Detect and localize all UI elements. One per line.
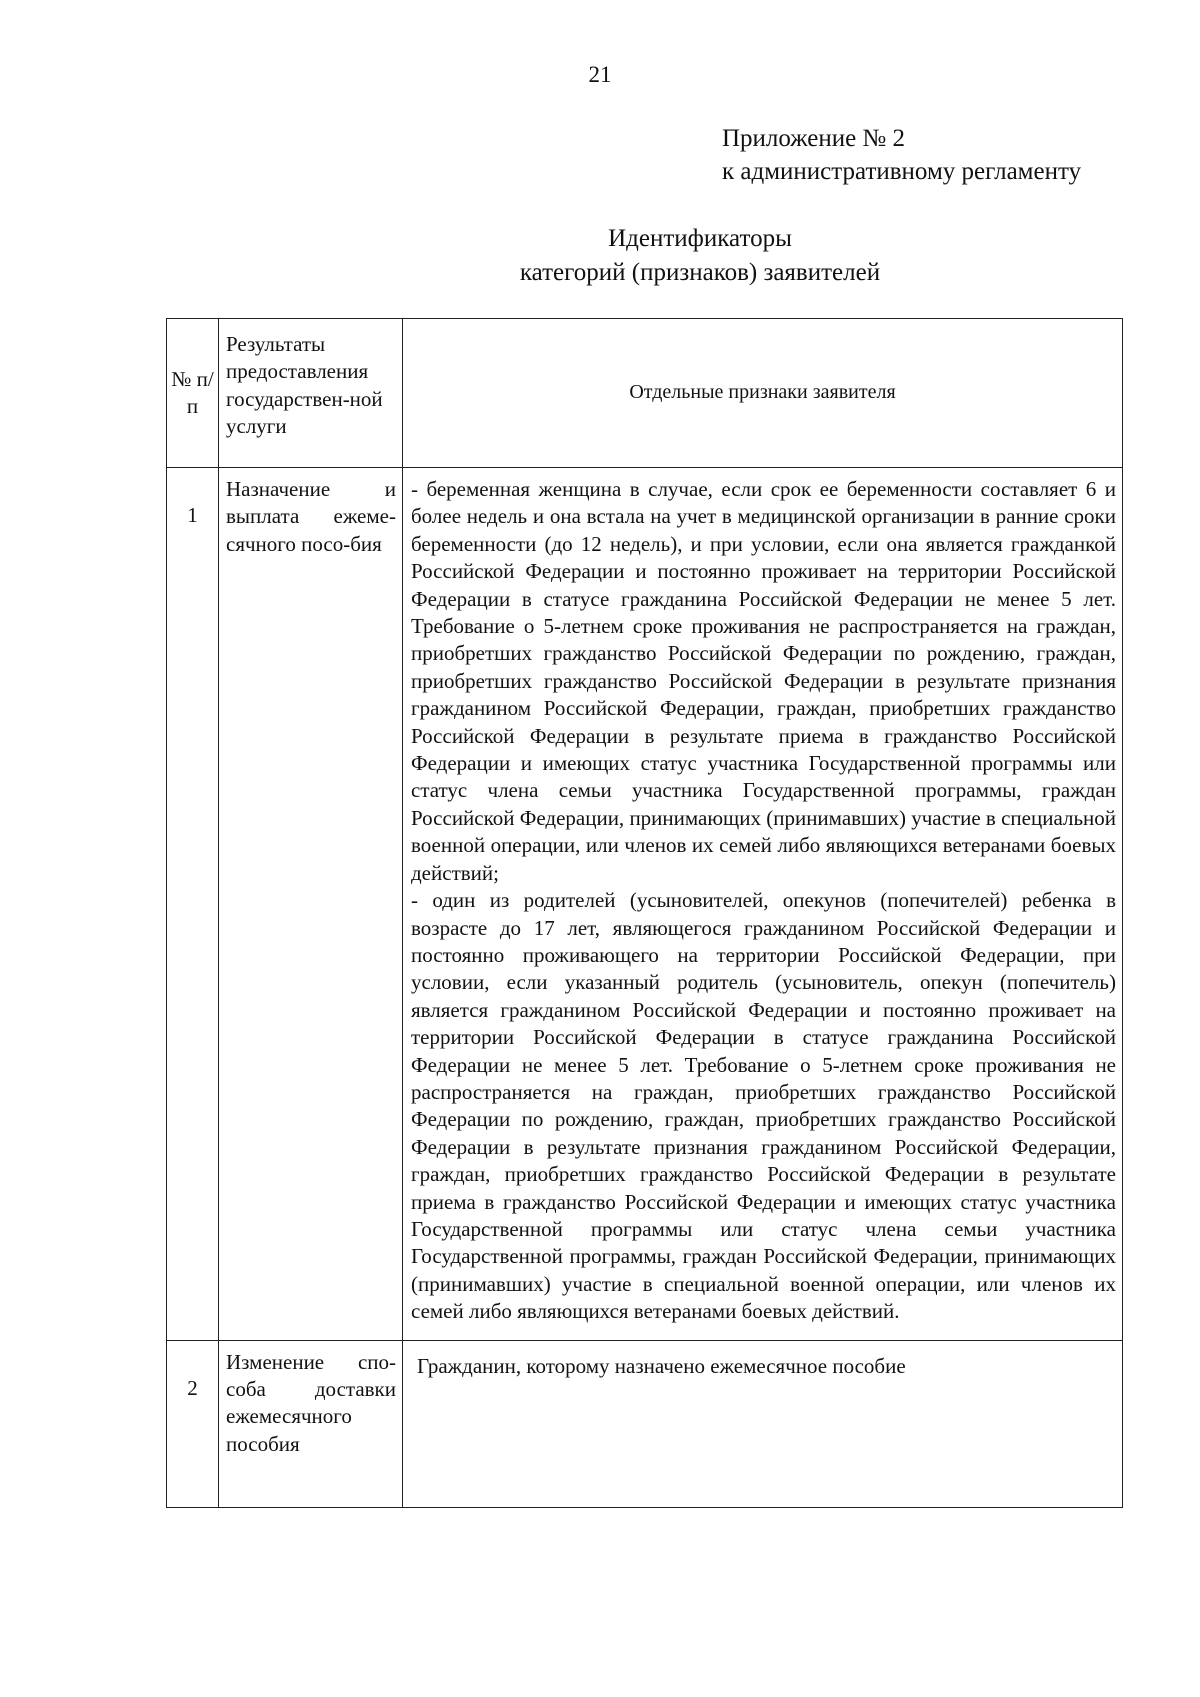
sign-paragraph: - один из родителей (усыновителей, опекунов (попечителей) ребенка в возрасте до 17 лет, являющегося гражданином Российской Федерации и постоянно проживающего на территории Российской Федерации, при условии, если указанный родитель (усыновитель, опекун (попечитель) является гражданином Российской Федерации и постоянно проживает на территории Российской Федерации в статусе гражданина Российской Федерации не менее 5 лет. Требование о 5-летнем сроке проживания не распространяется на граждан, приобретших гражданство Российской Федерации по рождению, граждан, приобретших гражданство Российской Федерации в результате признания гражданином Российской Федерации, граждан, приобретших гражданство Российской Федерации в результате приема в гражданство Российской Федерации и имеющих статус участника Государственной программы или статус члена семьи участника Государственной программы, граждан Российской Федерации, принимающих (принимавших) участие в специальной военной операции, или членов их семей либо являющихся ветеранами боевых действий.: [411, 888, 1116, 1324]
title-line-2: категорий (признаков) заявителей: [519, 259, 881, 286]
title-line-1: Идентификаторы: [608, 225, 792, 252]
appendix-line-2: к административному регламенту: [722, 158, 1082, 185]
appendix-line-1: Приложение № 2: [722, 125, 906, 152]
table-row: [167, 468, 1123, 1341]
row-number: 1: [167, 468, 219, 1341]
row-result: Назначение и выплата ежеме-сячного посо-бия: [219, 468, 403, 1341]
header-result: Результаты предоставления государствен-ной услуги: [219, 319, 403, 468]
document-title: [440, 222, 960, 290]
appendix-heading: [722, 122, 1081, 188]
row-result: Изменение спо-соба доставки ежемесячного пособия: [219, 1340, 403, 1507]
header-number: № п/п: [167, 319, 219, 468]
row-signs: [403, 468, 1123, 1341]
row-number: 2: [167, 1340, 219, 1507]
table-header-row: [167, 319, 1123, 468]
sign-paragraph: Гражданин, которому назначено ежемесячное пособие: [417, 1353, 906, 1378]
table-row: [167, 1340, 1123, 1507]
page-number: 21: [588, 62, 612, 87]
identifiers-table: [166, 318, 1123, 1508]
header-signs: Отдельные признаки заявителя: [403, 319, 1123, 468]
row-signs: [403, 1340, 1123, 1507]
sign-paragraph: - беременная женщина в случае, если срок ее беременности составляет 6 и более недель и она встала на учет в медицинской организации в ранние сроки беременности (до 12 недель), и при условии, если она является гражданкой Российской Федерации и постоянно проживает на территории Российской Федерации в статусе гражданина Российской Федерации не менее 5 лет. Требование о 5-летнем сроке проживания не распространяется на граждан, приобретших гражданство Российской Федерации по рождению, граждан, приобретших гражданство Российской Федерации в результате признания гражданином Российской Федерации, граждан, приобретших гражданство Российской Федерации в результате приема в гражданство Российской Федерации и имеющих статус участника Государственной программы или статус члена семьи участника Государственной программы, граждан Российской Федерации, принимающих (принимавших) участие в специальной военной операции, или членов их семей либо являющихся ветеранами боевых действий;: [411, 477, 1116, 885]
